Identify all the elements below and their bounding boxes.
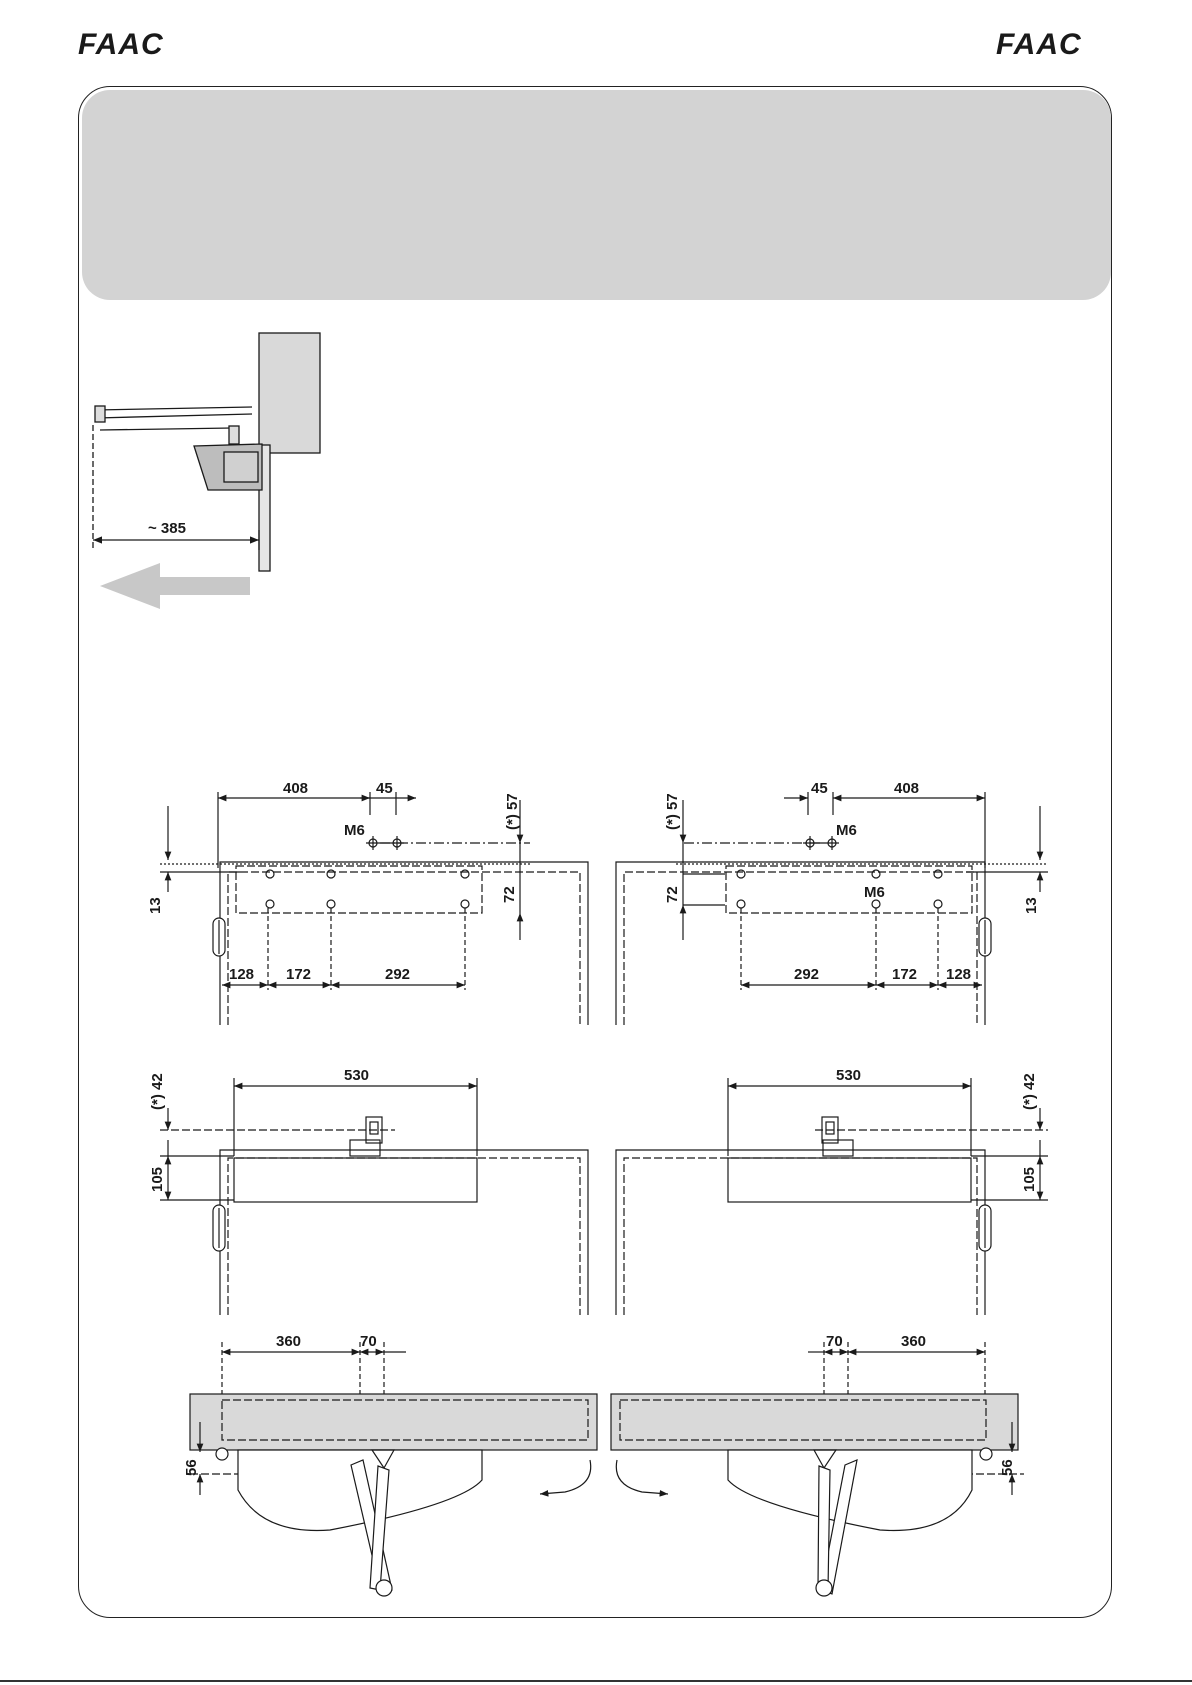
right-operator-housing — [728, 1158, 971, 1202]
right-thread-m6-plate: M6 — [864, 884, 885, 901]
right-dim-128: 128 — [946, 966, 972, 983]
right-dim-45: 45 — [811, 780, 828, 797]
right-dim-360: 360 — [901, 1333, 927, 1350]
side-view-diagram — [93, 333, 320, 571]
right-dim-42: (*) 42 — [1021, 1073, 1038, 1110]
faac-logo-left: FAAC — [78, 28, 164, 61]
left-mounting-plan — [160, 792, 588, 1025]
side-view-reach-label: ~ 385 — [148, 520, 186, 537]
left-dim-128: 128 — [229, 966, 255, 983]
left-dim-292: 292 — [385, 966, 411, 983]
left-dim-530: 530 — [344, 1067, 370, 1084]
right-operator-plan — [616, 1078, 1048, 1315]
right-dim-56: 56 — [999, 1459, 1016, 1476]
opening-direction-arrow — [100, 563, 250, 609]
right-dim-70: 70 — [826, 1333, 843, 1350]
right-door-leaf — [611, 1394, 1018, 1450]
left-dim-57: (*) 57 — [504, 793, 521, 830]
right-dim-13: 13 — [1023, 897, 1040, 914]
left-dim-72: 72 — [501, 886, 518, 903]
left-operator-housing — [234, 1158, 477, 1202]
right-dim-172: 172 — [892, 966, 918, 983]
left-dim-45: 45 — [376, 780, 393, 797]
right-dim-408: 408 — [894, 780, 920, 797]
right-thread-m6-top: M6 — [836, 822, 857, 839]
left-thread-m6: M6 — [344, 822, 365, 839]
left-dim-70: 70 — [360, 1333, 377, 1350]
left-dim-42: (*) 42 — [149, 1073, 166, 1110]
left-section-view — [190, 1342, 597, 1596]
faac-logo-right: FAAC — [996, 28, 1082, 61]
left-dim-360: 360 — [276, 1333, 302, 1350]
right-dim-105: 105 — [1021, 1166, 1038, 1192]
footer-rule — [0, 1680, 1192, 1682]
right-dim-292: 292 — [794, 966, 820, 983]
right-dim-57: (*) 57 — [664, 793, 681, 830]
left-dim-172: 172 — [286, 966, 312, 983]
left-dim-408: 408 — [283, 780, 309, 797]
left-dim-56: 56 — [183, 1459, 200, 1476]
right-dim-72: 72 — [664, 886, 681, 903]
left-dim-105: 105 — [149, 1166, 166, 1192]
left-dim-13: 13 — [147, 897, 164, 914]
side-view-wall — [259, 333, 320, 453]
left-operator-plan — [160, 1078, 588, 1315]
right-dim-530: 530 — [836, 1067, 862, 1084]
left-door-leaf — [190, 1394, 597, 1450]
right-section-view — [611, 1342, 1024, 1596]
